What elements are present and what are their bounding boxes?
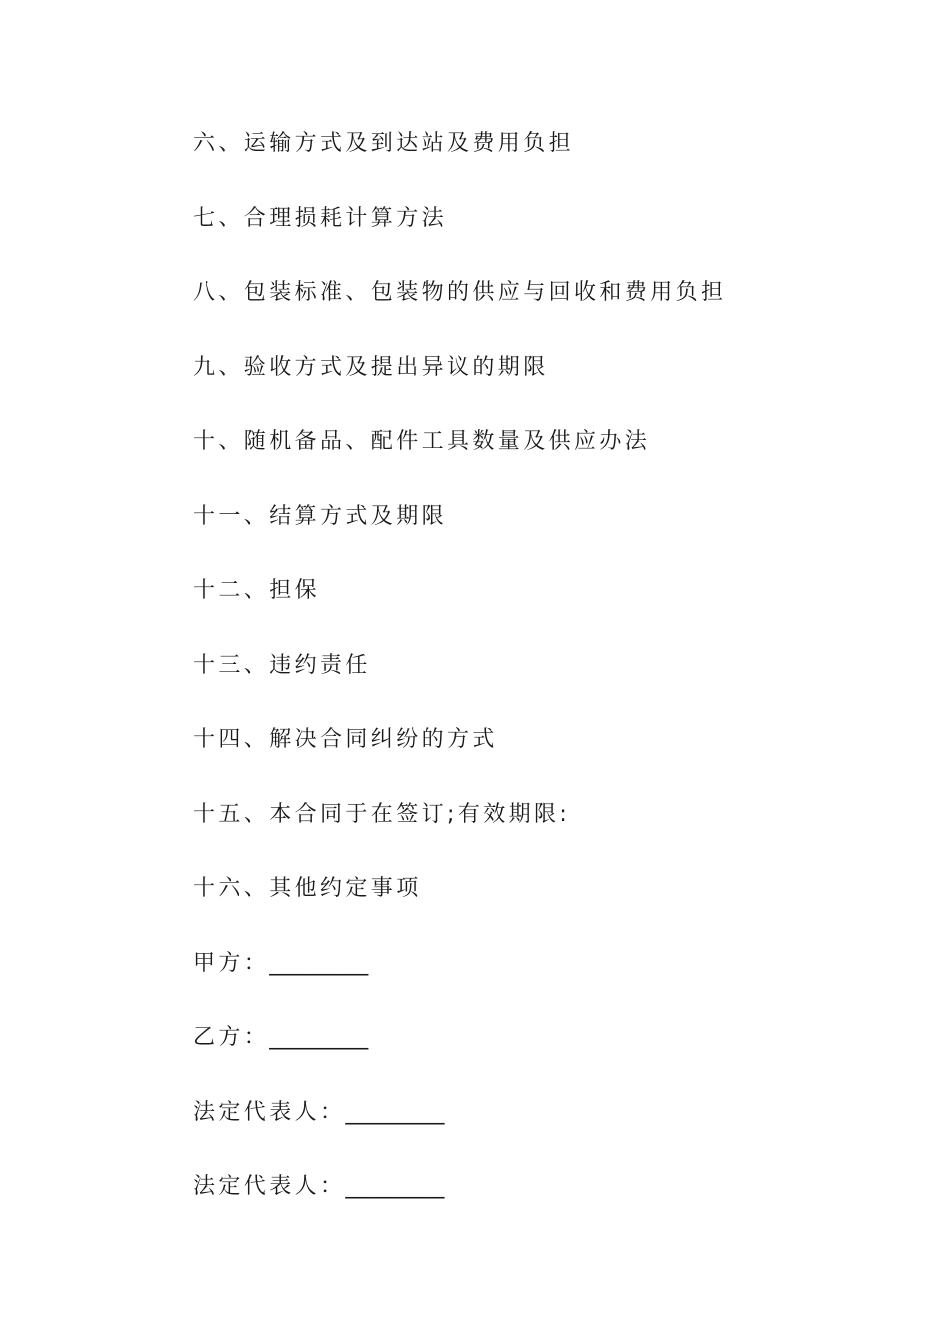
clause-other-matters: 十六、其他约定事项 [193, 876, 422, 901]
clause-breach: 十三、违约责任 [193, 652, 371, 678]
contract-body [193, 132, 893, 1250]
signature-party-a [193, 952, 893, 976]
signature-blank: _________ [269, 950, 369, 976]
signature-label: 法定代表人： [193, 1174, 346, 1199]
clause-signing-validity: 十五、本合同于在签订;有效期限: [193, 801, 571, 827]
clause-packaging: 八、包装标准、包装物的供应与回收和费用负担 [193, 280, 727, 305]
signature-label: 法定代表人： [193, 1099, 346, 1125]
clause-loss-calculation: 七、合理损耗计算方法 [193, 205, 448, 231]
clause-spare-parts: 十、随机备品、配件工具数量及供应办法 [193, 429, 651, 454]
signature-legal-rep-b [193, 1175, 893, 1199]
clause-acceptance: 九、验收方式及提出异议的期限 [193, 354, 549, 380]
signature-blank: _________ [269, 1025, 369, 1050]
signature-blank: _________ [345, 1174, 445, 1199]
clause-guarantee: 十二、担保 [193, 578, 321, 603]
signature-legal-rep-a [193, 1101, 893, 1125]
signature-party-b [193, 1026, 893, 1050]
signature-blank: _________ [345, 1099, 445, 1125]
signature-label: 乙方： [193, 1025, 270, 1050]
clause-dispute-resolution: 十四、解决合同纠纷的方式 [193, 727, 498, 752]
signature-label: 甲方： [193, 950, 270, 976]
clause-transport: 六、运输方式及到达站及费用负担 [193, 131, 575, 156]
clause-settlement: 十一、结算方式及期限 [193, 503, 448, 529]
